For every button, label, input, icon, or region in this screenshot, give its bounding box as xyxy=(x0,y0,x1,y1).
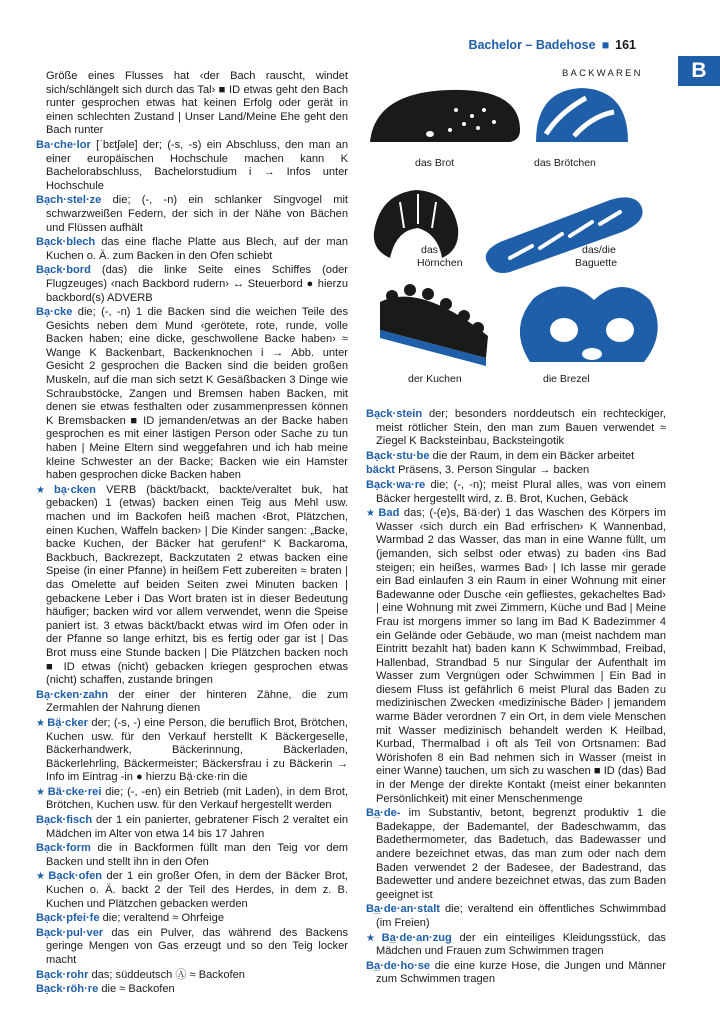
headword: Bạ̈·cker xyxy=(47,716,88,729)
header-range: Bachelor – Badehose xyxy=(468,38,596,52)
headword: Ba̲·de·ho·se xyxy=(366,959,431,972)
page-number: 161 xyxy=(615,38,636,52)
headword: Bad xyxy=(378,507,400,520)
headword: bạ·cken xyxy=(53,483,96,496)
bread-loaf-illustration xyxy=(370,90,520,142)
caption-brot: das Brot xyxy=(415,157,455,169)
entry-bad: ★ Bad das; (-(e)s, Bä·der) 1 das Waschen des Körpers im Wasser ‹sich durch ein Bad erfrischen› K Wannenbad, Warmbad 2 das Wasser, das man in eine Wanne füllt, um (jemanden, sich selbst oder etwas) zu baden ‹ins Bad steigen; ein heißes, warmes Bad› | Ich lasse mir gerade ein Bad einlaufen 3 ein Raum in einer Wohnung mit einer Badewanne oder Dusche ‹ein gefliestes, gekacheltes Bad› | eine Wohnung mit zwei Zimmern, Küche und Bad | Meine Frau ist morgens immer so lang im Bad K Badezimmer 4 ein Gelände oder Gebäude, wo man (meist nachdem man Eintritt bezahlt hat) baden kann K Schwimmbad, Freibad, Hallenbad, Strandbad 5 nur Singular der Aufenthalt im Wasser zum Vergnügen oder Schwimmen | Ein Bad in diesem Fluss ist gefährlich 6 meist Plural das Baden zu medizinischen Zwecken ‹medizinische Bäder› | jemandem warme Bäder verordnen 7 ein Ort, in dem viele Menschen mit Wasser medizinisch behandelt werden K Heilbad, Kurbad, Thermalbad i oft als Teil von Ortsnamen: Bad Wörishofen 8 ein Bad nehmen sich in Wasser (meist in einer Wanne) tauchen, um sich zu waschen ■ ID (das) Bad in der Menge der direkte Kontakt (meist einer bekannten Persönlichkeit) mit einer Menschenmenge xyxy=(366,507,666,805)
headword: Bạ·cken·zahn xyxy=(36,688,109,701)
entry-backroehre: Bạck·röh·re die ≈ Backofen xyxy=(36,983,175,996)
entry-backform: Bạck·form die in Backformen füllt man den Teig vor dem Backen und stellt ihn in den Ofen xyxy=(36,842,348,868)
headword: Bạck·wa·re xyxy=(366,478,426,491)
thumb-index-tab[interactable]: B xyxy=(678,56,720,86)
star-icon: ★ xyxy=(366,508,377,520)
right-column xyxy=(366,408,666,988)
entry-baeckerei: ★ Bä·cke·rei die; (-, -en) ein Betrieb (mit Laden), in dem Brot, Brötchen, Kuchen usw. für den Verkauf hergestellt werden xyxy=(36,785,348,812)
entry-bachelor: Ba·che·lor [ˈbɛtʃəle] der; (-s, -s) ein Abschluss, den man an einer europäischen Hochschule machen kann K Bachelorabschluss, Bachelorstudium i → Infos unter Hochschule xyxy=(36,138,348,192)
star-icon: ★ xyxy=(36,786,46,798)
entry-backfisch: Bạck·fisch der 1 ein panierter, gebratener Fisch 2 veraltet ein Mädchen im Alter von etwa 14 bis 17 Jahren xyxy=(36,814,348,840)
entry-baeckt: bäckt Präsens, 3. Person Singular → backen xyxy=(366,464,590,477)
entry-badeanstalt: Ba̲·de·an·stalt die; veraltend ein öffentliches Schwimmbad (im Freien) xyxy=(366,903,666,929)
headword: Bạck·stu·be xyxy=(366,449,430,462)
entry-backware: Bạck·wa·re die; (-, -n); meist Plural alles, was von einem Bäcker hergestellt wird, z. B. Brot, Kuchen, Gebäck xyxy=(366,478,666,505)
backwaren-illustrations xyxy=(360,82,660,392)
entry-backstube: Bạck·stu·be die der Raum, in dem ein Bäcker arbeitet xyxy=(366,449,635,462)
star-icon: ★ xyxy=(36,871,47,883)
header-separator: ■ xyxy=(601,38,610,52)
baguette-illustration xyxy=(486,197,643,273)
headword: Bä·cke·rei xyxy=(47,785,102,798)
headword: Bạck·blech xyxy=(36,236,96,249)
entry-backbord: Bạck·bord (das) die linke Seite eines Schiffes (oder Flugzeuges) ‹nach Backbord rudern› ↔ Steuerbord ● hierzu backbord(s) ADVERB xyxy=(36,264,348,304)
headword: Bạck·fisch xyxy=(36,814,93,827)
headword: Bạch·stel·ze xyxy=(36,194,102,207)
entry-backofen: ★ Bạck·ofen der 1 ein großer Ofen, in dem der Bäcker Brot, Kuchen o. Ä. backt 2 der Teil des Herdes, in dem z. B. Kuchen und Plätzchen gebacken werden xyxy=(36,870,349,910)
running-header xyxy=(468,38,636,52)
entry-backenzahn: Bạ·cken·zahn der einer der hinteren Zähne, die zum Zermahlen der Nahrung dienen xyxy=(36,688,348,715)
entry-backen: ★ bạ·cken VERB (bäckt/backt, backte/veraltet buk, hat gebacken) 1 (etwas) backen einen Teig aus Mehl usw. machen und im Backofen heiß machen ‹Brot, Plätzchen, einen Kuchen, Waffeln backen› | Die Kinder sangen: „Backe, backe Kuchen, der Bäcker hat gerufen!“ K Backaroma, Backbuch, Backrezept, Backzutaten 2 etwas backen eine Speise (in einer Pfanne) in heißem Fett zubereiten ≈ braten | das Omelette auf beiden Seiten zwei Minuten backen | gebackene Leber i Das Wort braten ist in dieser Bedeutung häufiger; backen wird vor allem verwendet, wenn die Speise paniert ist. 3 etwas bäckt/backt etwas wird im Ofen oder in der Pfanne so lange erhitzt, bis es fertig oder gar ist | Das Brot muss eine Stunde backen | Die Plätzchen backen noch ■ ID etwas (nicht) gebacken kriegen gesprochen etwas (nicht) schaffen, zustande bringen xyxy=(36,483,348,687)
caption-hoernchen: Hörnchen xyxy=(417,257,463,269)
left-column xyxy=(36,70,348,998)
headword: Bạck·bord xyxy=(36,264,91,277)
bread-roll-illustration xyxy=(536,88,628,142)
entry-backpfeife: Bạck·pfei·fe die; veraltend ≈ Ohrfeige xyxy=(36,912,224,925)
entry-backstein: Bạck·stein der; besonders norddeutsch ein rechteckiger, meist rötlicher Stein, den man zum Bauen verwendet ≈ Ziegel K Backsteinbau, Backsteingotik xyxy=(366,408,666,448)
entry-backpulver: Bạck·pul·ver das ein Pulver, das während des Backens geringe Mengen von Gas erzeugt und so den Teig locker macht xyxy=(36,926,348,966)
entry-baecker: ★ Bạ̈·cker der; (-s, -) eine Person, die beruflich Brot, Brötchen, Kuchen usw. für den Verkauf herstellt K Bäckergeselle, Bäckerhandwerk, Bäckerinnung, Bäckerladen, Bäckerlehrling, Bäckermeister; Bäckersfrau i zu Bäckerin → Info im Eintrag -in ● hierzu Bạ̈·cke·rin die xyxy=(36,716,348,784)
entry-backrohr: Bạck·rohr das; süddeutsch Ⓐ ≈ Backofen xyxy=(36,968,245,981)
section-title: BACKWAREN xyxy=(562,68,643,79)
headword: Bạ·cke xyxy=(36,306,73,319)
entry-bade: Ba̲·de- im Substantiv, betont, begrenzt produktiv 1 die Badekappe, der Bademantel, der Badeschwamm, das Badethermometer, das Badetuch, das Badewasser und andere bezeichnet etwas, das man zum oder nach dem Baden verwendet 2 der Badesee, der Badestrand, das Badewetter und andere bezeichnet etwas, das zum Baden geeignet ist xyxy=(366,807,666,901)
entry-bachstelze: Bạch·stel·ze die; (-, -n) ein schlanker Singvogel mit schwarzweißen Federn, der sich in der Nähe von Bächen und Flüssen aufhält xyxy=(36,194,348,234)
headword: Bạck·form xyxy=(36,842,91,855)
entry-backblech: Bạck·blech das eine flache Platte aus Blech, auf der man Kuchen o. Ä. zum Backen in den Ofen schiebt xyxy=(36,236,348,262)
headword: Bạck·röh·re xyxy=(36,983,99,996)
pretzel-illustration xyxy=(520,286,658,362)
star-icon: ★ xyxy=(36,717,46,729)
star-icon: ★ xyxy=(36,484,52,496)
caption-baguette: Baguette xyxy=(575,257,618,269)
entry-bach-continuation: Größe eines Flusses hat ‹der Bach rauscht, windet sich/schlängelt sich durch das Tal› ■ ID etwas geht den Bach runter gesprochen etwas hat keinen Erfolg oder gerät in einen schlechten Zustand | Unser Land/Meine Ehe geht den Bach runter xyxy=(46,70,348,137)
headword: Bạck·ofen xyxy=(48,870,103,883)
caption-kuchen: der Kuchen xyxy=(408,373,462,385)
headword: Bạck·pul·ver xyxy=(36,926,104,939)
entry-badehose: Ba̲·de·ho·se die eine kurze Hose, die Jungen und Männer zum Schwimmen tragen xyxy=(366,959,666,986)
caption-hoernchen-article: das xyxy=(421,244,438,256)
cake-illustration xyxy=(380,284,488,366)
headword: Ba̲·de·an·stalt xyxy=(366,903,440,916)
caption-baguette-article: das/die xyxy=(582,244,616,256)
caption-broetchen: das Brötchen xyxy=(534,157,596,169)
entry-badeanzug: ★ Ba̲·de·an·zug der ein einteiliges Kleidungsstück, das Mädchen und Frauen zum Schwimmen tragen xyxy=(366,931,666,958)
star-icon: ★ xyxy=(366,932,380,944)
caption-brezel: die Brezel xyxy=(543,373,590,385)
headword: Bạck·pfei·fe xyxy=(36,912,100,925)
headword: Ba·che·lor xyxy=(36,138,91,151)
headword: bäckt xyxy=(366,464,395,477)
headword: Ba̲·de·an·zug xyxy=(381,931,452,944)
headword: Bạck·rohr xyxy=(36,968,89,981)
headword: Ba̲·de- xyxy=(366,807,401,820)
entry-backe: Bạ·cke die; (-, -n) 1 die Backen sind die weichen Teile des Gesichts neben dem Mund ‹gerötete, rote, runde, volle Backen haben; eine dicke, geschwollene Backe haben› ≈ Wange K Backenbart, Backenknochen i → Abb. unter Gesicht 2 gesprochen die Backen sind die beiden großen Muskeln, auf die man sich setzt K Gesäßbacken 3 Dinge wie Schraubstöcke, Zangen und Bremsen haben Backen, mit denen sie etwas festhalten oder zusammenpressen können K Bremsbacken ■ ID jemanden/etwas an der Backe haben gesprochen es mit einer lästigen Person oder Sache zu tun haben | Meine Eltern sind weggefahren und ich hab meine kleine Schwester an der Backe; Backen wie ein Hamster haben gesprochen dicke Backen haben xyxy=(36,306,348,482)
headword: Bạck·stein xyxy=(366,408,423,420)
croissant-illustration xyxy=(374,190,458,258)
